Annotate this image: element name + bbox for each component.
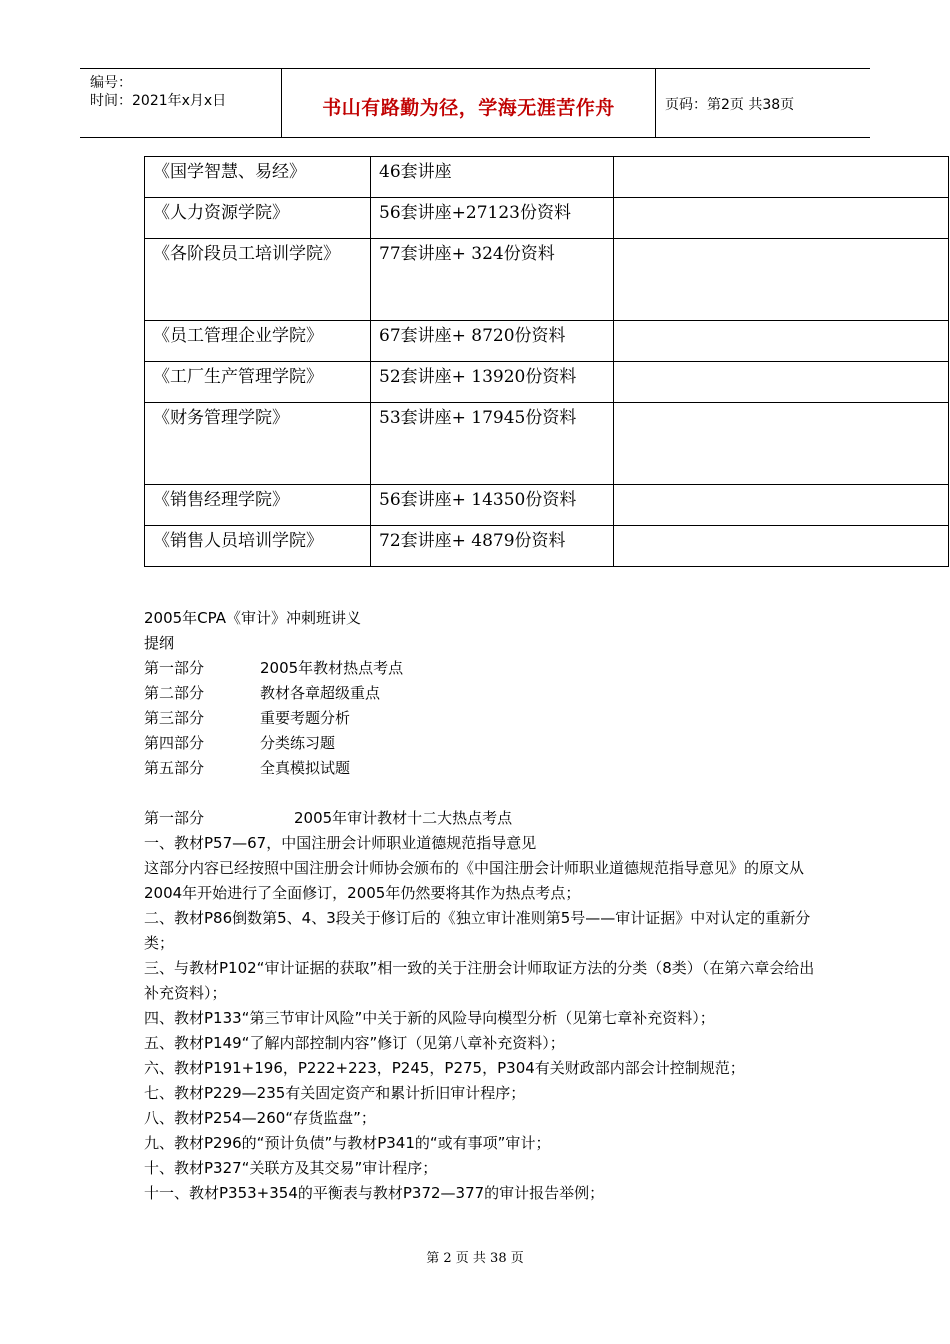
table-cell-extra	[614, 362, 949, 403]
header-meta	[80, 69, 281, 137]
table-row	[145, 157, 949, 198]
section-heading: 第一部分 2005年审计教材十二大热点考点	[144, 809, 513, 827]
table-cell-extra	[614, 239, 949, 321]
table-cell-name: 《工厂生产管理学院》	[145, 362, 371, 403]
outline-item: 第一部分 2005年教材热点考点	[144, 659, 404, 677]
paragraph: 二、教材P86倒数第5、4、3段关于修订后的《独立审计准则第5号——审计证据》中对认定的重新分类；	[144, 909, 811, 952]
table-row	[145, 321, 949, 362]
header-motto: 书山有路勤为径，学海无涯苦作舟	[322, 97, 615, 119]
table-cell-content: 56套讲座+27123份资料	[371, 198, 614, 239]
course-library-table	[144, 156, 949, 567]
paragraph: 七、教材P229—235有关固定资产和累计折旧审计程序；	[144, 1084, 526, 1102]
table-cell-name: 《国学智慧、易经》	[145, 157, 371, 198]
table-row	[145, 362, 949, 403]
table-cell-content: 67套讲座+ 8720份资料	[371, 321, 614, 362]
table-row	[145, 239, 949, 321]
paragraph: 九、教材P296的“预计负债”与教材P341的“或有事项”审计；	[144, 1134, 551, 1152]
paragraph: 四、教材P133“第三节审计风险”中关于新的风险导向模型分析（见第七章补充资料）；	[144, 1009, 715, 1027]
header-motto-cell	[281, 69, 656, 137]
table-cell-extra	[614, 526, 949, 567]
table-cell-name: 《人力资源学院》	[145, 198, 371, 239]
page-footer: 第 2 页 共 38 页	[426, 1251, 524, 1266]
paragraph: 一、教材P57—67，中国注册会计师职业道德规范指导意见	[144, 834, 537, 852]
table-row	[145, 485, 949, 526]
table-cell-content: 46套讲座	[371, 157, 614, 198]
table-row	[145, 526, 949, 567]
table-cell-extra	[614, 157, 949, 198]
table-cell-extra	[614, 198, 949, 239]
doc-number-label: 编号：	[90, 75, 132, 91]
paragraph: 十、教材P327“关联方及其交易”审计程序；	[144, 1159, 438, 1177]
outline-item: 第三部分 重要考题分析	[144, 709, 351, 727]
document-body	[144, 606, 824, 1206]
outline-item: 第四部分 分类练习题	[144, 734, 336, 752]
page-header	[80, 68, 870, 138]
table-cell-name: 《销售经理学院》	[145, 485, 371, 526]
table-cell-content: 56套讲座+ 14350份资料	[371, 485, 614, 526]
outline-label: 提纲	[144, 634, 175, 652]
paragraph: 六、教材P191+196，P222+223，P245，P275，P304有关财政部内部会计控制规范；	[144, 1059, 745, 1077]
table-row	[145, 403, 949, 485]
table-cell-name: 《销售人员培训学院》	[145, 526, 371, 567]
paragraph: 八、教材P254—260“存货监盘”；	[144, 1109, 376, 1127]
table-row	[145, 198, 949, 239]
table-cell-name: 《员工管理企业学院》	[145, 321, 371, 362]
table-cell-name: 《财务管理学院》	[145, 403, 371, 485]
table-cell-content: 72套讲座+ 4879份资料	[371, 526, 614, 567]
outline-item: 第二部分 教材各章超级重点	[144, 684, 381, 702]
table-cell-content: 52套讲座+ 13920份资料	[371, 362, 614, 403]
header-page-label: 页码：第2页 共38页	[665, 97, 795, 113]
paragraph: 五、教材P149“了解内部控制内容”修订（见第八章补充资料）；	[144, 1034, 565, 1052]
table-cell-content: 53套讲座+ 17945份资料	[371, 403, 614, 485]
table-cell-extra	[614, 485, 949, 526]
table-cell-extra	[614, 321, 949, 362]
table-cell-name: 《各阶段员工培训学院》	[145, 239, 371, 321]
paragraph: 这部分内容已经按照中国注册会计师协会颁布的《中国注册会计师职业道德规范指导意见》的原文从2004年开始进行了全面修订，2005年仍然要将其作为热点考点；	[144, 859, 805, 902]
table-cell-extra	[614, 403, 949, 485]
paragraph: 十一、教材P353+354的平衡表与教材P372—377的审计报告举例；	[144, 1184, 605, 1202]
outline-item: 第五部分 全真模拟试题	[144, 759, 351, 777]
paragraph: 三、与教材P102“审计证据的获取”相一致的关于注册会计师取证方法的分类（8类）（在第六章会给出补充资料）；	[144, 959, 815, 1002]
table-cell-content: 77套讲座+ 324份资料	[371, 239, 614, 321]
doc-title: 2005年CPA《审计》冲刺班讲义	[144, 609, 361, 627]
doc-date-label: 时间：2021年x月x日	[90, 93, 227, 109]
header-page-cell	[655, 69, 870, 137]
